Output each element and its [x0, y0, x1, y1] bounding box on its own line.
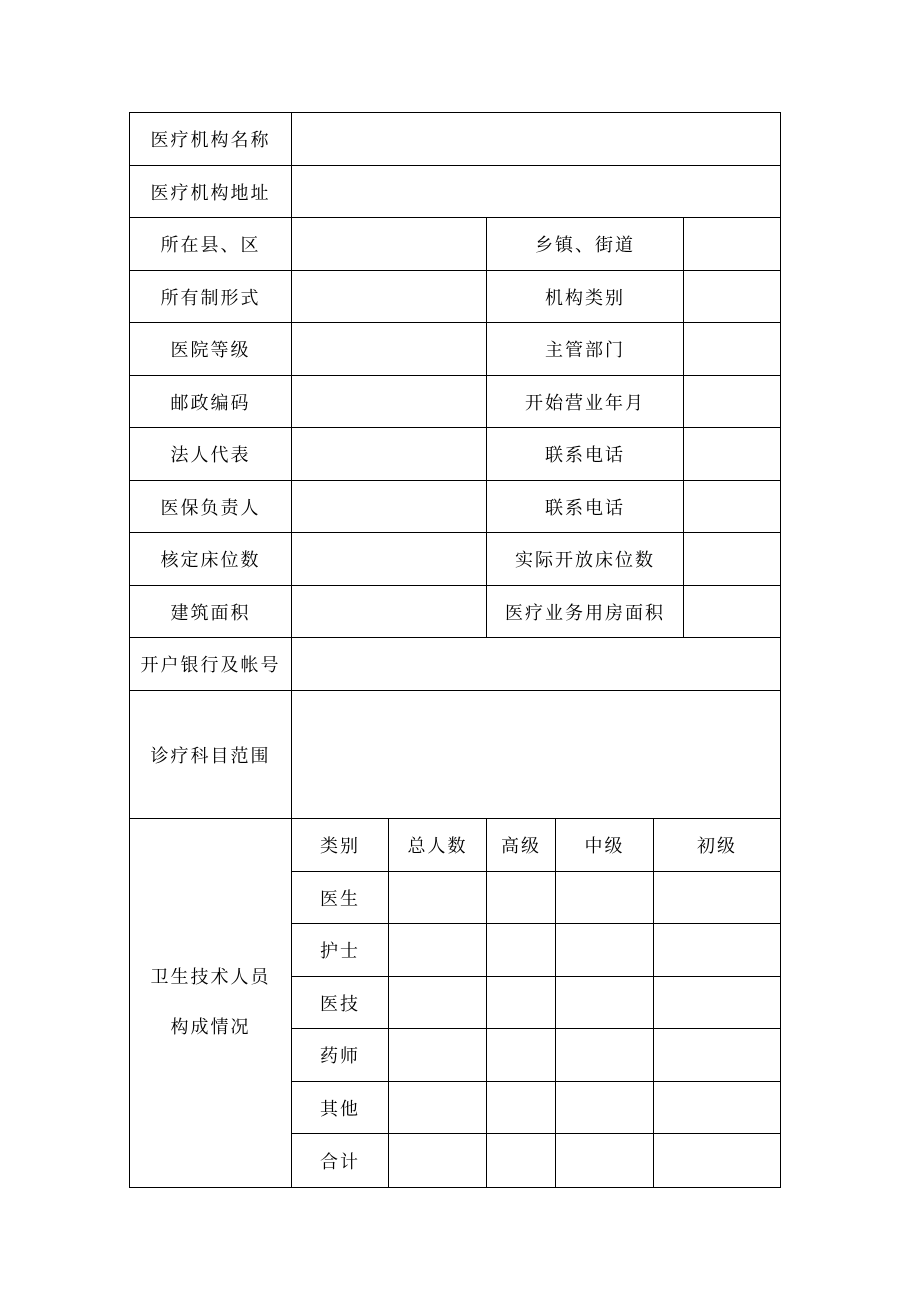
- staff-total-cell[interactable]: [389, 1029, 487, 1082]
- staff-total-cell[interactable]: [389, 1134, 487, 1188]
- insurance-head-label: 医保负责人: [130, 481, 292, 533]
- staff-junior-cell[interactable]: [654, 977, 781, 1029]
- supervisor-label: 主管部门: [487, 323, 684, 376]
- staff-intermediate-cell[interactable]: [556, 977, 654, 1029]
- staff-header-total: 总人数: [389, 819, 487, 872]
- scope-field[interactable]: [292, 691, 781, 819]
- staff-header-senior: 高级: [487, 819, 556, 872]
- staff-intermediate-cell[interactable]: [556, 872, 654, 924]
- staff-senior-cell[interactable]: [487, 977, 556, 1029]
- staff-total-cell[interactable]: [389, 924, 487, 977]
- institution-name-field[interactable]: [292, 113, 781, 166]
- staff-junior-cell[interactable]: [654, 1082, 781, 1134]
- building-area-field[interactable]: [292, 586, 487, 638]
- town-label: 乡镇、街道: [487, 218, 684, 271]
- bank-account-field[interactable]: [292, 638, 781, 691]
- supervisor-field[interactable]: [684, 323, 781, 376]
- ownership-field[interactable]: [292, 271, 487, 323]
- insurance-head-field[interactable]: [292, 481, 487, 533]
- open-beds-label: 实际开放床位数: [487, 533, 684, 586]
- county-field[interactable]: [292, 218, 487, 271]
- phone-field-2[interactable]: [684, 481, 781, 533]
- town-field[interactable]: [684, 218, 781, 271]
- postcode-label: 邮政编码: [130, 376, 292, 428]
- ownership-label: 所有制形式: [130, 271, 292, 323]
- phone-label-2: 联系电话: [487, 481, 684, 533]
- staff-total-cell[interactable]: [389, 1082, 487, 1134]
- staff-senior-cell[interactable]: [487, 1082, 556, 1134]
- staff-intermediate-cell[interactable]: [556, 1029, 654, 1082]
- start-date-field[interactable]: [684, 376, 781, 428]
- hospital-grade-field[interactable]: [292, 323, 487, 376]
- category-label: 机构类别: [487, 271, 684, 323]
- start-date-label: 开始营业年月: [487, 376, 684, 428]
- approved-beds-label: 核定床位数: [130, 533, 292, 586]
- registration-form-table: [129, 112, 781, 1188]
- staff-total-cell[interactable]: [389, 977, 487, 1029]
- approved-beds-field[interactable]: [292, 533, 487, 586]
- staff-header-intermediate: 中级: [556, 819, 654, 872]
- staff-junior-cell[interactable]: [654, 1029, 781, 1082]
- staff-junior-cell[interactable]: [654, 924, 781, 977]
- staff-row-label: 护士: [292, 924, 389, 977]
- staff-senior-cell[interactable]: [487, 1134, 556, 1188]
- staff-junior-cell[interactable]: [654, 872, 781, 924]
- institution-address-label: 医疗机构地址: [130, 166, 292, 218]
- staff-row-label: 药师: [292, 1029, 389, 1082]
- phone-label-1: 联系电话: [487, 428, 684, 481]
- staff-row-label: 医生: [292, 872, 389, 924]
- staff-senior-cell[interactable]: [487, 1029, 556, 1082]
- staff-row-label: 合计: [292, 1134, 389, 1188]
- staff-senior-cell[interactable]: [487, 872, 556, 924]
- category-field[interactable]: [684, 271, 781, 323]
- postcode-field[interactable]: [292, 376, 487, 428]
- staff-composition-label: [130, 819, 292, 1188]
- legal-rep-label: 法人代表: [130, 428, 292, 481]
- county-label: 所在县、区: [130, 218, 292, 271]
- staff-junior-cell[interactable]: [654, 1134, 781, 1188]
- staff-row-label: 其他: [292, 1082, 389, 1134]
- open-beds-field[interactable]: [684, 533, 781, 586]
- staff-row-label: 医技: [292, 977, 389, 1029]
- staff-intermediate-cell[interactable]: [556, 924, 654, 977]
- medical-area-label: 医疗业务用房面积: [487, 586, 684, 638]
- staff-header-junior: 初级: [654, 819, 781, 872]
- building-area-label: 建筑面积: [130, 586, 292, 638]
- institution-name-label: 医疗机构名称: [130, 113, 292, 166]
- staff-intermediate-cell[interactable]: [556, 1082, 654, 1134]
- phone-field-1[interactable]: [684, 428, 781, 481]
- hospital-grade-label: 医院等级: [130, 323, 292, 376]
- staff-title-line1: 卫生技术人员: [150, 967, 271, 988]
- legal-rep-field[interactable]: [292, 428, 487, 481]
- medical-area-field[interactable]: [684, 586, 781, 638]
- staff-total-cell[interactable]: [389, 872, 487, 924]
- staff-title-line2: 构成情况: [170, 1017, 251, 1038]
- scope-label: 诊疗科目范围: [130, 691, 292, 819]
- staff-header-category: 类别: [292, 819, 389, 872]
- staff-intermediate-cell[interactable]: [556, 1134, 654, 1188]
- staff-senior-cell[interactable]: [487, 924, 556, 977]
- institution-address-field[interactable]: [292, 166, 781, 218]
- bank-account-label: 开户银行及帐号: [130, 638, 292, 691]
